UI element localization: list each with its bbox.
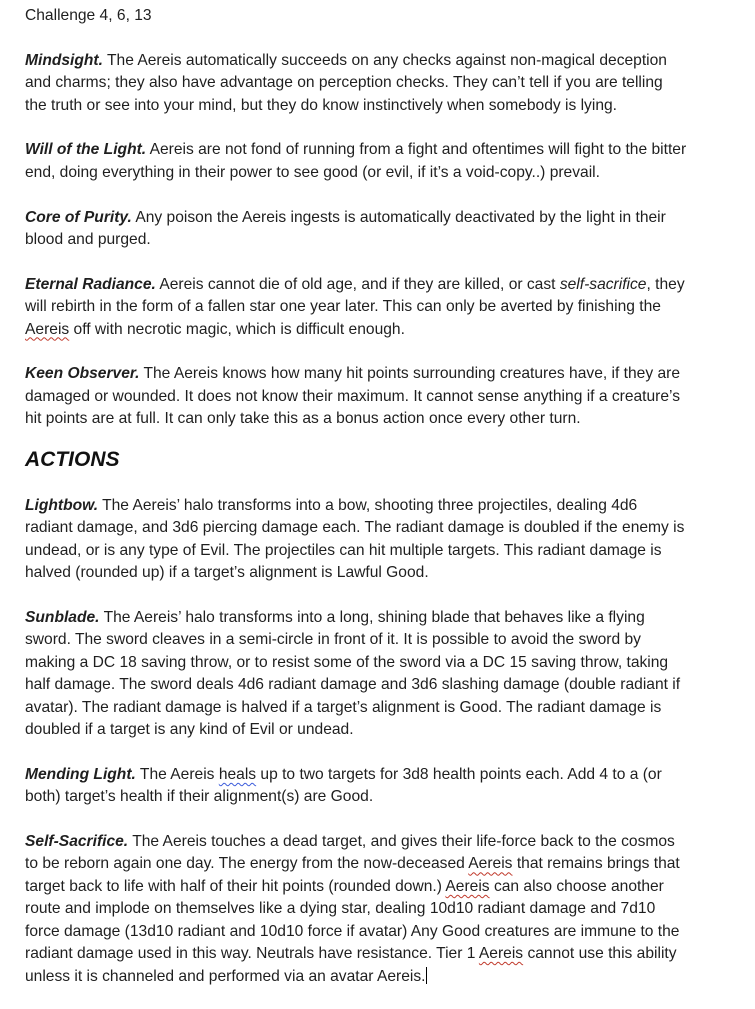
trait-name: Mindsight. (25, 51, 103, 69)
challenge-rating: Challenge 4, 6, 13 (25, 7, 152, 24)
action-lightbow: Lightbow. The Aereis’ halo transforms into a bow, shooting three projectiles, dealing 4d6 radiant damage, and 3d6 piercing damage each. The radiant damage is doubled if the enemy is undead, or is any type of Evil. The projectiles can hit multiple targets. This radiant damage is halved (rounded up) if a target’s alignment is Lawful Good. (25, 497, 685, 582)
grammar-suggestion-word[interactable]: heals (218, 765, 257, 783)
trait-name: Will of the Light. (25, 141, 147, 159)
trait-name: Keen Observer. (25, 365, 140, 383)
spellcheck-word[interactable]: Aereis (478, 945, 524, 963)
trait-name: Core of Purity. (25, 208, 132, 226)
action-name: Sunblade. (25, 609, 100, 627)
action-self-sacrifice: Self-Sacrifice. The Aereis touches a dead target, and gives their life-force back to the cosmos to be reborn again one day. The energy from the now-deceased Aereis that remains brings that target back to life with half of their hit points (rounded down.) Aereis can also choose another route and implode on themselves like a dying star, dealing 10d10 radiant damage and 7d10 force damage (13d10 radiant and 10d10 force if avatar) Any Good creatures are immune to the radiant damage used in this way. Neutrals have resistance. Tier 1 Aereis cannot use this ability unless it is channeled and performed via an avatar Aereis. (25, 833, 680, 985)
spellcheck-word[interactable]: Aereis (25, 320, 70, 338)
action-name: Mending Light. (25, 765, 136, 783)
action-name: Lightbow. (25, 497, 99, 515)
trait-mindsight: Mindsight. The Aereis automatically succeeds on any checks against non-magical deception and charms; they also have advantage on perception checks. They can’t tell if you are telling the truth or see into your mind, but they do know instinctively when somebody is lying. (25, 51, 667, 114)
trait-eternal-radiance: Eternal Radiance. Aereis cannot die of old age, and if they are killed, or cast self-sacrifice, they will rebirth in the form of a fallen star one year later. This can only be averted by finishing the Aereis off with necrotic magic, which is difficult enough. (25, 275, 685, 338)
trait-keen-observer: Keen Observer. The Aereis knows how many hit points surrounding creatures have, if they are damaged or wounded. It does not know their maximum. It cannot sense anything if a creature’s hit points are at full. It can only take this as a bonus action once every other turn. (25, 365, 681, 428)
spellcheck-word[interactable]: Aereis (468, 855, 513, 873)
action-mending-light: Mending Light. The Aereis heals up to two targets for 3d8 health points each. Add 4 to a (or both) target’s health if their alignment(s) are Good. (25, 765, 662, 806)
actions-heading: ACTIONS (25, 448, 120, 472)
trait-will-of-the-light: Will of the Light. Aereis are not fond of running from a fight and oftentimes will fight to the bitter end, doing everything in their power to see good (or evil, if it’s a void-copy..) prevail. (25, 141, 687, 181)
trait-core-of-purity: Core of Purity. Any poison the Aereis ingests is automatically deactivated by the light in their blood and purged. (25, 208, 666, 249)
text-cursor (426, 967, 427, 984)
action-sunblade: Sunblade. The Aereis’ halo transforms into a long, shining blade that behaves like a flying sword. The sword cleaves in a semi-circle in front of it. It is possible to avoid the sword by making a DC 18 saving throw, or to resist some of the sword via a DC 15 saving throw, taking half damage. The sword deals 4d6 radiant damage and 3d6 slashing damage (double radiant if avatar). The radiant damage is halved if a target’s alignment is Good. The radiant damage is doubled if a target is any kind of Evil or undead. (25, 609, 681, 739)
spellcheck-word[interactable]: Aereis (445, 877, 490, 895)
trait-name: Eternal Radiance. (25, 275, 156, 293)
document-page[interactable] (25, 5, 750, 988)
action-name: Self-Sacrifice. (25, 833, 129, 851)
